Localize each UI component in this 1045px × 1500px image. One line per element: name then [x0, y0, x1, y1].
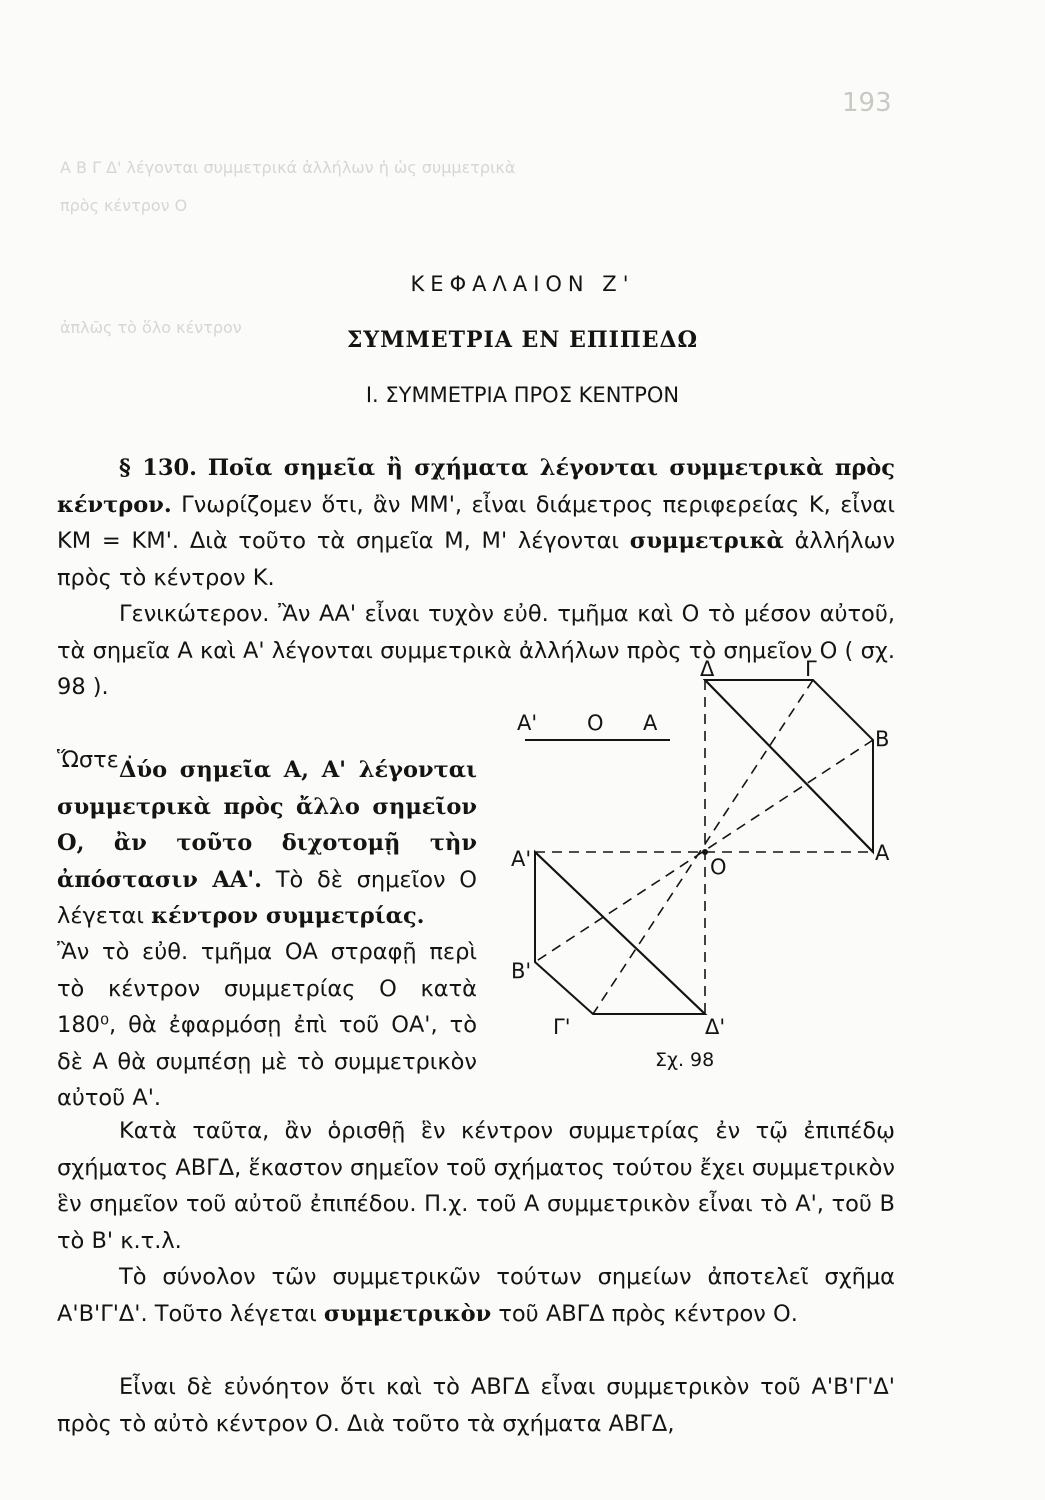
definition-text: Τὸ δὲ σημεῖον Ο λέγεται	[57, 866, 477, 929]
paragraph-text: Γενικώτερον. Ἂν ΑΑ' εἶναι τυχὸν εὐθ. τμῆμα καὶ Ο τὸ μέσον αὐτοῦ, τὰ σημεῖα Α καὶ Α' λέγονται συμμετρικὰ ἀλλήλων πρὸς τὸ σημεῖον Ο ( σχ. 98 ).	[57, 601, 895, 700]
paragraph-kata	[57, 1113, 895, 1259]
segment-label-a-prime: Α'	[517, 711, 538, 735]
hoste-text: Ὥστε :	[57, 747, 134, 773]
paragraph-130	[57, 450, 895, 596]
bleed-page-number: 193	[842, 88, 892, 118]
page-title: ΣΥΜΜΕΤΡΙΑ ΕΝ ΕΠΙΠΕΔΩ	[346, 327, 699, 353]
figure-98	[495, 640, 915, 1080]
bleed-line: Α Β Γ Δ' λέγονται συμμετρικά ἀλλήλων ἡ ὡς συμμετρικὰ	[60, 158, 516, 177]
diagonal-a2d2	[535, 852, 705, 1014]
rotation-paragraph	[57, 934, 477, 1117]
paragraph-text: Γνωρίζομεν ὅτι, ἂν ΜΜ', εἶναι διάμετρος περιφερείας Κ, εἶναι ΚΜ = ΚΜ'. Διὰ τοῦτο τὰ σημεῖα Μ, Μ' λέγονται	[57, 491, 895, 554]
point-label-g: Γ	[805, 657, 817, 681]
definition-bold: Δύο σημεῖα Α, Α' λέγονται συμμετρικὰ πρὸς ἄλλο σημεῖον Ο, ἂν τοῦτο διχοτομῇ τὴν ἀπόστασιν ΑΑ'.	[57, 757, 477, 893]
paragraph-text: τοῦ ΑΒΓΔ πρὸς κέντρον Ο.	[498, 1300, 798, 1327]
bleed-line: πρὸς κέντρον Ο	[60, 196, 188, 215]
paragraph-text: ἀλλήλων πρὸς τὸ κέντρον Κ.	[57, 528, 896, 591]
bold-term: συμμετρικὸν	[323, 1300, 492, 1327]
point-label-o: Ο	[710, 855, 727, 879]
section-heading: Ι. ΣΥΜΜΕΤΡΙΑ ΠΡΟΣ ΚΕΝΤΡΟΝ	[365, 383, 680, 407]
paragraph-heading: Ποῖα σημεῖα ἢ σχήματα λέγονται συμμετρικὰ πρὸς κέντρον.	[57, 455, 896, 518]
figure-caption: Σχ. 98	[655, 1049, 715, 1071]
paragraph-text: Κατὰ ταῦτα, ἂν ὁρισθῇ ἓν κέντρον συμμετρίας ἐν τῷ ἐπιπέδῳ σχήματος ΑΒΓΔ, ἕκαστον σημεῖον τοῦ σχήματος τούτου ἔχει συμμετρικὸν ἓν σημεῖον τοῦ αὐτοῦ ἐπιπέδου. Π.χ. τοῦ Α συμμετρικὸν εἶναι τὸ Α', τοῦ Β τὸ Β' κ.τ.λ.	[57, 1118, 895, 1254]
definition-paragraph	[57, 752, 477, 935]
paragraph-text: Τὸ σύνολον τῶν συμμετρικῶν τούτων σημείων ἀποτελεῖ σχῆμα Α'Β'Γ'Δ'. Τοῦτο λέγεται	[57, 1264, 895, 1327]
point-label-a-prime: Α'	[511, 847, 532, 871]
paragraph-text: Ἂν τὸ εὐθ. τμῆμα ΟΑ στραφῇ περὶ τὸ κέντρον συμμετρίας Ο κατὰ 180⁰, θὰ ἐφαρμόσῃ ἐπὶ τοῦ ΟΑ', τὸ δὲ Α θὰ συμπέσῃ μὲ τὸ συμμετρικὸν αὐτοῦ Α'.	[57, 939, 477, 1111]
bleed-line: ἀπλῶς τὸ ὅλο κέντρον	[60, 318, 242, 337]
paragraph-number: § 130.	[119, 455, 198, 481]
segment-label-o: Ο	[587, 711, 604, 735]
point-label-d: Δ	[700, 657, 715, 681]
definition-term: κέντρον συμμετρίας.	[151, 903, 425, 929]
diagonal-da	[705, 680, 873, 852]
paragraph-text: Εἶναι δὲ εὐνόητον ὅτι καὶ τὸ ΑΒΓΔ εἶναι συμμετρικὸν τοῦ Α'Β'Γ'Δ' πρὸς τὸ αὐτὸ κέντρον Ο. Διὰ τοῦτο τὰ σχήματα ΑΒΓΔ,	[57, 1374, 895, 1437]
point-label-d-prime: Δ'	[705, 1015, 726, 1039]
chapter-heading: ΚΕΦΑΛΑΙΟΝ Ζ'	[410, 272, 635, 296]
paragraph-einai	[57, 1369, 895, 1442]
segment-label-a: Α	[643, 711, 658, 735]
center-point-o	[702, 849, 708, 855]
point-label-g-prime: Γ'	[553, 1015, 571, 1039]
line-gg2	[593, 680, 813, 1014]
point-label-a: Α	[875, 841, 890, 865]
point-label-b: Β	[875, 727, 890, 751]
paragraph-synolon	[57, 1259, 895, 1332]
point-label-b-prime: Β'	[511, 959, 532, 983]
bold-term: συμμετρικὰ	[629, 528, 784, 554]
